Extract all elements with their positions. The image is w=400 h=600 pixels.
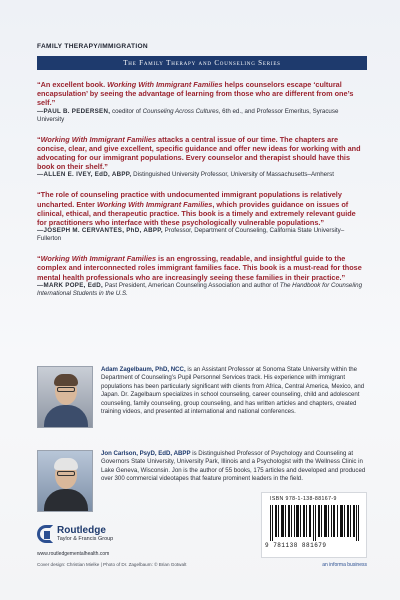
publisher-website: www.routledgementalhealth.com xyxy=(37,551,110,557)
barcode-box xyxy=(261,492,367,558)
publisher-name: Routledge xyxy=(57,525,106,536)
author-bio: Jon Carlson, PsyD, EdD, ABPP is Distinguished Professor of Psychology and Counseling at Governors State University, University Park, Illinois and a Psychologist with the Wellness Clinic in Lake Geneva, Wisconsin. Jon is the author of 55 books, 175 articles and developed and produced over 300 commercial videotapes that feature prominent leaders in the field. xyxy=(101,450,366,483)
endorsement xyxy=(37,190,367,243)
quote-text: “Working With Immigrant Families attacks a central issue of our time. The chapters are concise, clear, and give excellent, specific guidance and offer new ideas for working with and advocating for our immigrant populations. Every counselor and therapist should have this book on their shelf.” xyxy=(37,134,361,172)
quote-text: “The role of counseling practice with undocumented immigrant populations is relatively uncharted. Enter Working With Immigrant Families, which provides guidance on issues of clinical, ethical, and therapeutic practice. This book is a timely and extremely relevant guide for practitioners who interface with these psychologically vulnerable populations.” xyxy=(37,190,356,228)
publisher-logo xyxy=(37,525,113,543)
author-photo xyxy=(37,366,93,428)
publisher-subtitle: Taylor & Francis Group xyxy=(57,536,114,542)
series-banner: The Family Therapy and Counseling Series xyxy=(37,56,367,70)
endorsements xyxy=(37,80,367,309)
quote-text: “Working With Immigrant Families is an engrossing, readable, and insightful guide to the complex and interconnected roles immigrant families face. This book is a must-read for those mental health professionals who are increasingly seeing these families in their practice.” xyxy=(37,254,362,282)
quote-attribution: —PAUL B. PEDERSEN, coeditor of Counseling Across Cultures, 6th ed., and Professor Emeritus, Syracuse University xyxy=(37,107,339,123)
barcode-number: 9 781138 881679 xyxy=(265,542,327,549)
isbn-label: ISBN 978-1-138-88167-9 xyxy=(270,496,337,502)
quote-attribution: —ALLEN E. IVEY, EdD, ABPP, Distinguished University Professor, University of Massachusetts–Amherst xyxy=(37,171,334,179)
barcode-icon xyxy=(270,505,360,541)
endorsement xyxy=(37,254,367,298)
cover-credits: Cover design: Christian Mielke | Photo of Dr. Zagelbaum: © Brian Gotwalt xyxy=(37,562,187,567)
endorsement xyxy=(37,80,367,124)
quote-attribution: —MARK POPE, EdD, Past President, American Counseling Association and author of The Handbook for Counseling International Students in the U.S. xyxy=(37,281,363,297)
routledge-logo-icon xyxy=(37,525,53,543)
author-bio: Adam Zagelbaum, PhD, NCC, is an Assistant Professor at Sonoma State University within the Department of Counseling’s Pupil Personnel Services track. His experience with immigrant populations has been particularly significant with clients from Africa, Central America, Mexico, and Japan. Dr. Zagelbaum specializes in school counseling, career counseling, child and adolescent counseling, family counseling, group counseling, and has written articles and chapters, created training videos, and presented at international and national conferences. xyxy=(101,366,365,416)
quote-attribution: —JOSEPH M. CERVANTES, PhD, ABPP, Professor, Department of Counseling, California State University–Fullerton xyxy=(37,227,345,243)
imprint-tagline: an informa business xyxy=(322,562,367,568)
category-label: FAMILY THERAPY/IMMIGRATION xyxy=(37,43,148,50)
endorsement xyxy=(37,135,367,180)
author-block xyxy=(37,366,367,428)
cover-footer xyxy=(37,496,367,585)
quote-text: “An excellent book. Working With Immigrant Families helps counselors escape ‘cultural encapsulation’ by seeing the advantage of learning from those who are different from one’s self.” xyxy=(37,80,354,108)
author-photo xyxy=(37,450,93,512)
